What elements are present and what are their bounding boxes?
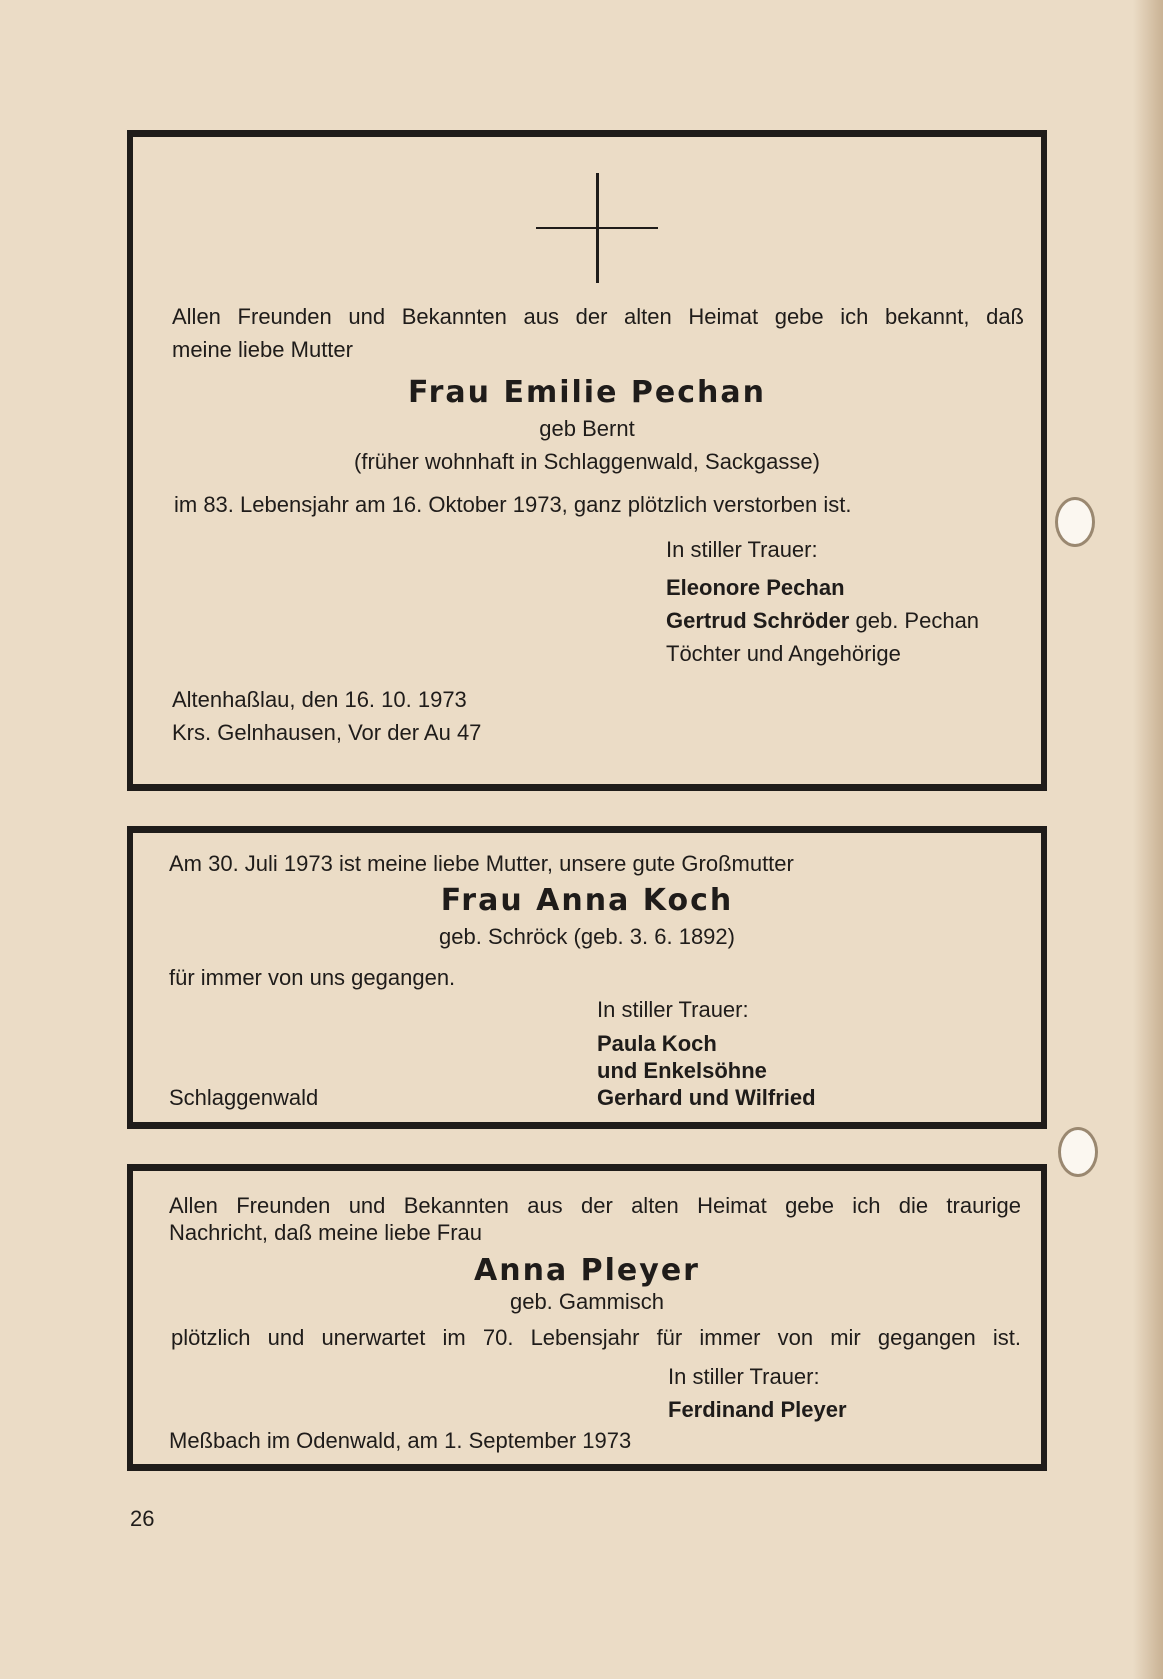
sender-place-date: Altenhaßlau, den 16. 10. 1973 xyxy=(172,687,467,712)
death-statement: im 83. Lebensjahr am 16. Oktober 1973, ganz plötzlich verstorben ist. xyxy=(174,492,852,517)
mourner-relation: Töchter und Angehörige xyxy=(666,641,901,666)
notice-intro-line2: meine liebe Mutter xyxy=(172,337,353,362)
deceased-name: Frau Emilie Pechan xyxy=(408,375,766,410)
deceased-former-address: (früher wohnhaft in Schlaggenwald, Sackgasse) xyxy=(354,449,820,474)
sender-place-date: Meßbach im Odenwald, am 1. September 1973 xyxy=(169,1428,632,1453)
mourning-label: In stiller Trauer: xyxy=(666,537,818,562)
mourner-maiden-name: geb. Pechan xyxy=(849,608,980,633)
mourning-label: In stiller Trauer: xyxy=(668,1364,820,1389)
page-edge-shadow xyxy=(1133,0,1163,1679)
mourner-name: Gertrud Schröder xyxy=(666,608,850,633)
deceased-name: Frau Anna Koch xyxy=(440,883,734,918)
notice-intro: Am 30. Juli 1973 ist meine liebe Mutter, unsere gute Großmutter xyxy=(169,851,794,876)
punch-hole-upper xyxy=(1055,497,1095,547)
page-number: 26 xyxy=(130,1506,155,1531)
obituary-notice-koch xyxy=(127,826,1047,1129)
deceased-name: Anna Pleyer xyxy=(474,1253,700,1288)
death-statement: für immer von uns gegangen. xyxy=(169,965,456,990)
punch-hole-lower xyxy=(1058,1127,1098,1177)
notice-intro-line2: Nachricht, daß meine liebe Frau xyxy=(169,1220,483,1245)
deceased-maiden-name: geb Bernt xyxy=(539,416,635,441)
obituary-notice-pleyer xyxy=(127,1164,1047,1471)
sender-address: Krs. Gelnhausen, Vor der Au 47 xyxy=(172,720,482,745)
cross-symbol-horizontal xyxy=(536,227,658,229)
deceased-maiden-name: geb. Gammisch xyxy=(509,1289,665,1314)
mourning-label: In stiller Trauer: xyxy=(597,997,749,1022)
mourner-name: Eleonore Pechan xyxy=(666,575,845,600)
mourner-name: Paula Koch xyxy=(597,1031,717,1056)
obituary-notice-pechan xyxy=(127,130,1047,791)
sender-place: Schlaggenwald xyxy=(169,1085,319,1110)
notice-intro-line1: Allen Freunden und Bekannten aus der alten Heimat gebe ich die traurige xyxy=(169,1193,1021,1218)
mourner-name-with-maiden xyxy=(666,607,979,635)
deceased-maiden-name: geb. Schröck (geb. 3. 6. 1892) xyxy=(439,924,735,949)
mourner-name: Gerhard und Wilfried xyxy=(597,1085,816,1110)
mourner-relation: und Enkelsöhne xyxy=(597,1058,767,1083)
notice-intro-line1: Allen Freunden und Bekannten aus der alten Heimat gebe ich bekannt, daß xyxy=(172,304,1024,329)
mourner-name: Ferdinand Pleyer xyxy=(668,1397,847,1422)
death-statement: plötzlich und unerwartet im 70. Lebensjahr für immer von mir gegangen ist. xyxy=(171,1325,1021,1350)
